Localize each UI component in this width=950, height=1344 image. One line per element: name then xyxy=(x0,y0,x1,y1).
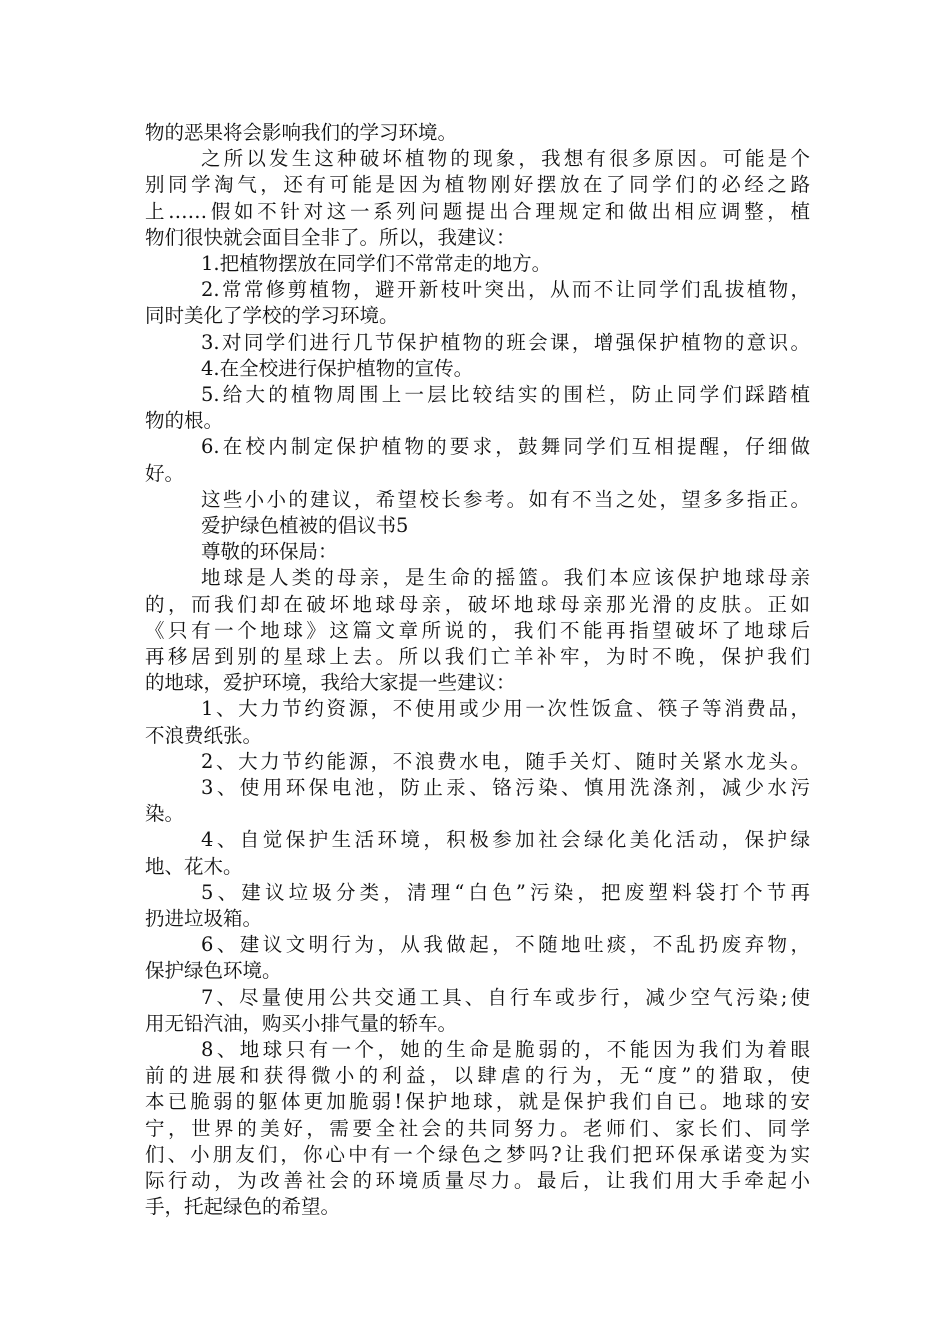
text-line: 地球是人类的母亲，是生命的摇篮。我们本应该保护地球母亲 xyxy=(201,566,810,590)
text-line: 手，托起绿色的希望。 xyxy=(145,1195,341,1219)
text-line: 3.对同学们进行几节保护植物的班会课，增强保护植物的意识。 xyxy=(201,330,810,354)
text-line: 物的根。 xyxy=(145,409,224,433)
text-line: 1.把植物摆放在同学们不常常走的地方。 xyxy=(201,252,552,275)
text-line: 上……假如不针对这一系列问题提出合理规定和做出相应调整，植 xyxy=(145,199,810,223)
text-line: 地、花木。 xyxy=(145,854,243,878)
text-line: 这些小小的建议，希望校长参考。如有不当之处，望多多指正。 xyxy=(201,487,810,511)
text-line: 好。 xyxy=(145,461,185,485)
text-line: 《只有一个地球》这篇文章所说的，我们不能再指望破坏了地球后 xyxy=(145,618,810,642)
text-line: 5.给大的植物周围上一层比较结实的围栏，防止同学们踩踏植 xyxy=(201,383,810,406)
text-line: 之所以发生这种破坏植物的现象，我想有很多原因。可能是个 xyxy=(201,147,810,171)
text-line: 6.在校内制定保护植物的要求，鼓舞同学们互相提醒，仔细做 xyxy=(201,435,810,459)
text-line: 6、建议文明行为，从我做起，不随地吐痰，不乱扔废弃物， xyxy=(201,933,810,957)
text-line: 物的恶果将会影响我们的学习环境。 xyxy=(145,121,458,144)
text-line: 2、大力节约能源，不浪费水电，随手关灯、随时关紧水龙头。 xyxy=(201,749,810,773)
text-line: 们、小朋友们，你心中有一个绿色之梦吗?让我们把环保承诺变为实 xyxy=(145,1142,810,1166)
text-line: 前的进展和获得微小的利益，以肆虐的行为，无“度”的猎取，使 xyxy=(145,1064,810,1088)
text-line: 物们很快就会面目全非了。所以，我建议： xyxy=(145,225,516,249)
text-line: 宁，世界的美好，需要全社会的共同努力。老师们、家长们、同学 xyxy=(145,1116,810,1140)
text-line: 别同学淘气，还有可能是因为植物刚好摆放在了同学们的必经之路 xyxy=(145,173,810,197)
text-line: 同时美化了学校的学习环境。 xyxy=(145,304,399,328)
text-line: 4、自觉保护生活环境，积极参加社会绿化美化活动，保护绿 xyxy=(201,828,810,852)
text-line: 再移居到别的星球上去。所以我们亡羊补牢，为时不晚，保护我们 xyxy=(145,645,810,668)
text-line: 本已脆弱的躯体更加脆弱!保护地球，就是保护我们自已。地球的安 xyxy=(145,1090,810,1114)
section-heading: 爱护绿色植被的倡议书5 xyxy=(201,514,409,537)
text-line: 保护绿色环境。 xyxy=(145,959,282,983)
salutation: 尊敬的环保局： xyxy=(201,540,338,564)
text-line: 5、建议垃圾分类，清理“白色”污染，把废塑料袋打个节再 xyxy=(201,880,810,904)
text-line: 用无铅汽油，购买小排气量的轿车。 xyxy=(145,1011,458,1035)
text-line: 2.常常修剪植物，避开新枝叶突出，从而不让同学们乱拔植物， xyxy=(201,278,810,302)
text-line: 4.在全校进行保护植物的宣传。 xyxy=(201,356,474,380)
text-line: 1、大力节约资源，不使用或少用一次性饭盒、筷子等消费品， xyxy=(201,697,810,721)
text-line: 的地球，爱护环境，我给大家提一些建议： xyxy=(145,671,516,695)
text-line: 扔进垃圾箱。 xyxy=(145,907,263,930)
text-line: 8、地球只有一个，她的生命是脆弱的，不能因为我们为着眼 xyxy=(201,1038,810,1061)
text-line: 的，而我们却在破坏地球母亲，破坏地球母亲那光滑的皮肤。正如 xyxy=(145,592,810,616)
text-line: 7、尽量使用公共交通工具、自行车或步行，减少空气污染;使 xyxy=(201,985,810,1009)
text-line: 染。 xyxy=(145,802,185,826)
text-line: 际行动，为改善社会的环境质量尽力。最后，让我们用大手牵起小 xyxy=(145,1169,810,1192)
text-line: 不浪费纸张。 xyxy=(145,723,263,747)
text-line: 3、使用环保电池，防止汞、铬污染、慎用洗涤剂，减少水污 xyxy=(201,776,810,799)
